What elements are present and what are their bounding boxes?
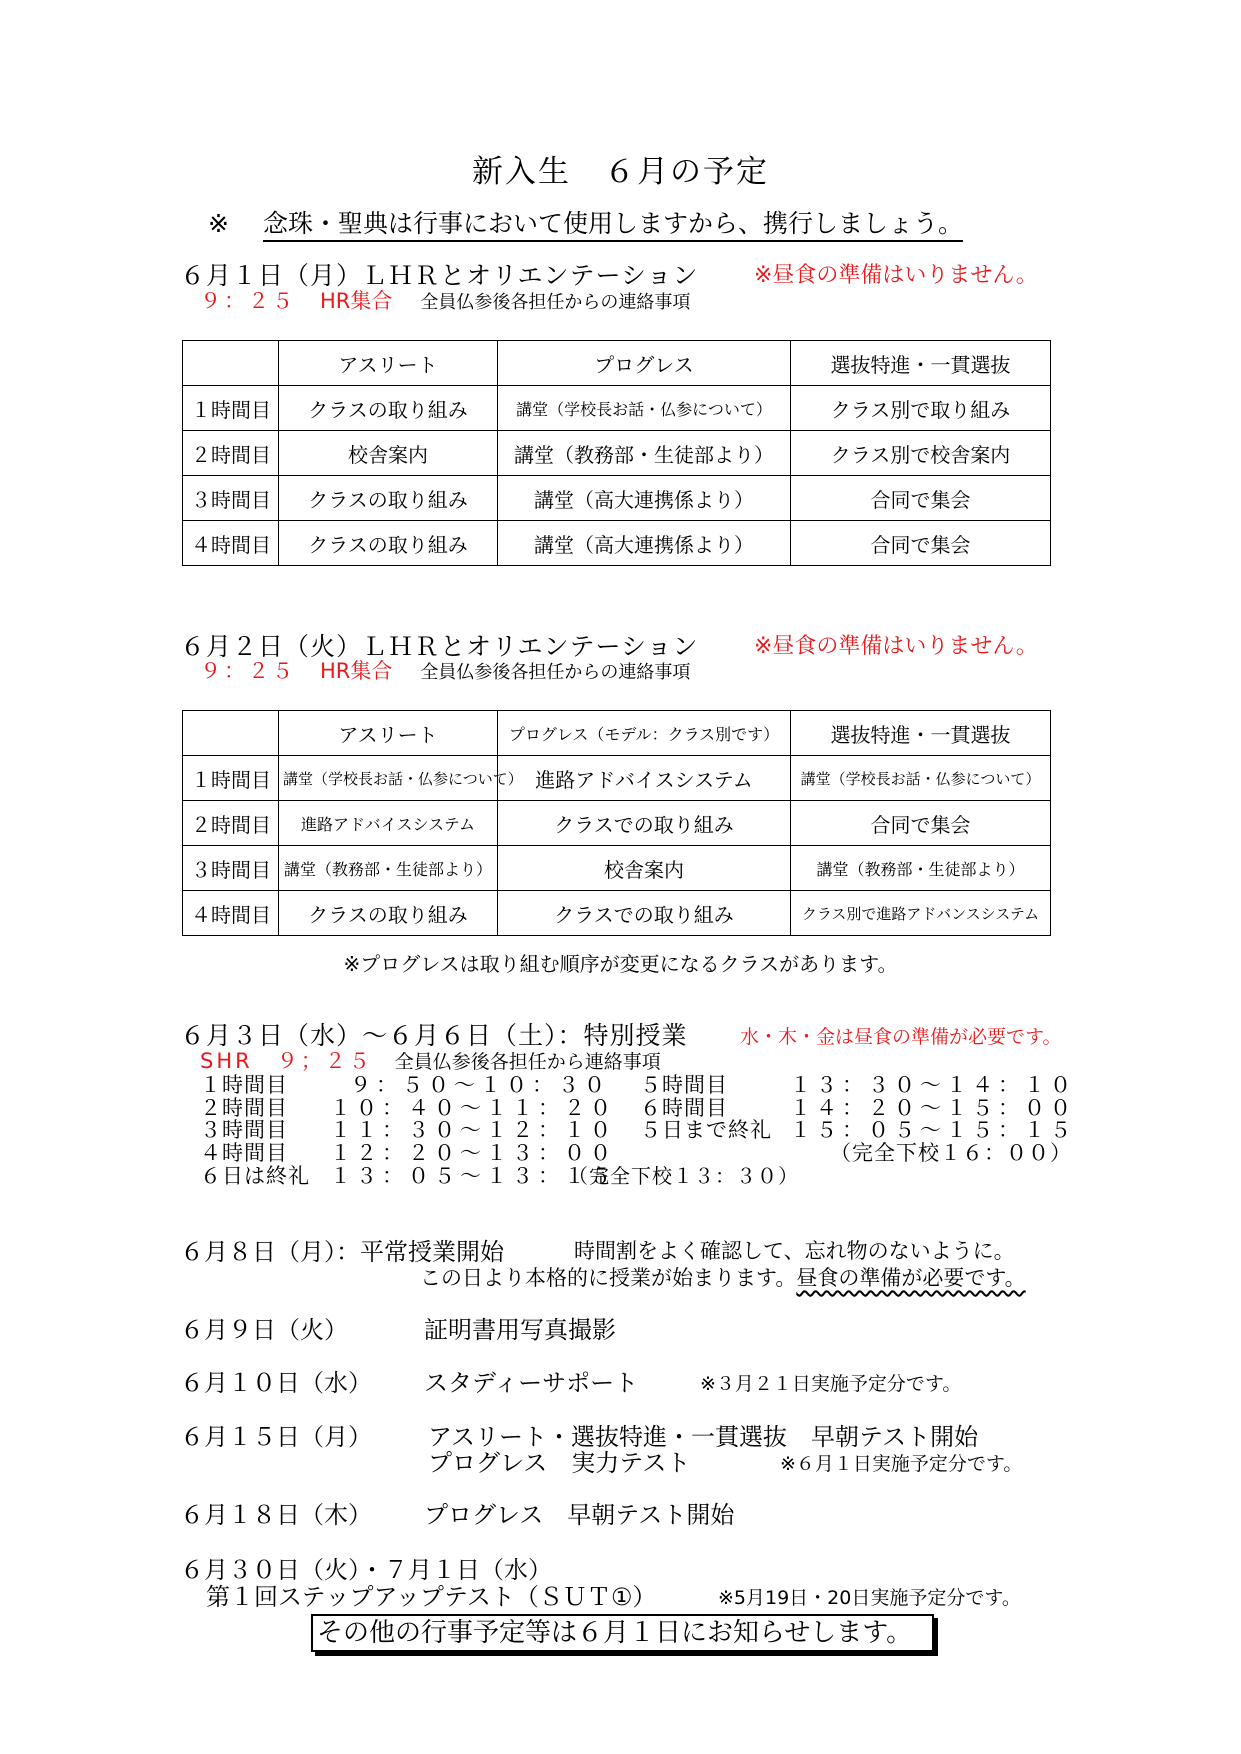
- table-cell: 合同で集会: [791, 801, 1051, 846]
- table-row: [183, 521, 1051, 566]
- header-cell: 選抜特進・一貫選抜: [791, 711, 1051, 756]
- day1-hr: HR集合: [320, 289, 393, 313]
- special-desc: 全員仏参後各担任から連絡事項: [394, 1051, 661, 1073]
- event-text: 時間割をよく確認して、忘れ物のないように。: [574, 1239, 1015, 1263]
- day1-desc: 全員仏参後各担任からの連絡事項: [420, 292, 691, 313]
- day2-heading: ６月２日（火）ＬＨＲとオリエンテーション: [180, 632, 699, 661]
- header-cell: アスリート: [279, 341, 498, 386]
- time-label: １時間目: [200, 1073, 288, 1097]
- day2-footnote: ※プログレスは取り組む順序が変更になるクラスがあります。: [343, 952, 898, 976]
- period-cell: １時間目: [183, 756, 279, 801]
- table-cell: 合同で集会: [791, 521, 1051, 566]
- notice: [208, 204, 963, 240]
- table-row: [183, 846, 1051, 891]
- event-note: ※３月２１日実施予定分です。: [700, 1373, 962, 1395]
- table-header-row: [183, 341, 1051, 386]
- table-cell: 講堂（高大連携係より）: [498, 521, 791, 566]
- day2-desc: 全員仏参後各担任からの連絡事項: [420, 662, 691, 683]
- period-cell: ２時間目: [183, 431, 279, 476]
- event-text: 証明書用写真撮影: [424, 1316, 616, 1344]
- day1-time: ９：２５: [200, 289, 296, 313]
- time-label: ４時間目: [200, 1141, 288, 1165]
- table-cell: 講堂（学校長お話・仏参について）: [791, 756, 1051, 801]
- day6-time: １３：０５～１３：１５: [330, 1164, 616, 1188]
- day6-label: ６日は終礼: [200, 1164, 310, 1188]
- event-date: ６月８日（月）：平常授業開始: [180, 1238, 504, 1266]
- table-cell: 講堂（学校長お話・仏参について）: [279, 756, 498, 801]
- time-value: １２：２０～１３：００: [330, 1141, 616, 1165]
- time-value: ９：５０～１０：３０: [350, 1073, 610, 1097]
- event-text: 第１回ステップアップテスト（ＳＵＴ①）: [206, 1583, 657, 1611]
- day1-heading: ６月１日（月）ＬＨＲとオリエンテーション: [180, 261, 699, 290]
- table-cell: クラスの取り組み: [279, 476, 498, 521]
- header-cell: [183, 711, 279, 756]
- time-value: １３：３０～１４：１０: [790, 1073, 1076, 1097]
- time-value: １０：４０～１１：２０: [330, 1096, 616, 1120]
- table-cell: クラスの取り組み: [279, 891, 498, 936]
- table-cell: 校舎案内: [279, 431, 498, 476]
- event-text-2: プログレス 実力テスト: [428, 1449, 691, 1477]
- header-cell: [183, 341, 279, 386]
- special-heading: ６月３日（水）～６月６日（土）：特別授業: [180, 1021, 688, 1050]
- table-row: [183, 476, 1051, 521]
- event-note: ※5月19日・20日実施予定分です。: [718, 1587, 1021, 1609]
- table-cell: クラスの取り組み: [279, 521, 498, 566]
- dismissal-time: （完全下校１６：００）: [830, 1141, 1072, 1165]
- event-text: プログレス 早朝テスト開始: [424, 1501, 735, 1529]
- period-cell: ３時間目: [183, 846, 279, 891]
- table-cell: 講堂（教務部・生徒部より）: [279, 846, 498, 891]
- table-cell: 講堂（教務部・生徒部より）: [498, 431, 791, 476]
- time-label: ５日まで終礼: [640, 1118, 772, 1142]
- day1-table: [182, 340, 1051, 566]
- period-cell: ４時間目: [183, 891, 279, 936]
- day1-note: ※昼食の準備はいりません。: [754, 263, 1038, 288]
- period-cell: ３時間目: [183, 476, 279, 521]
- header-cell: アスリート: [279, 711, 498, 756]
- event-text-2b: 昼食の準備が必要です。: [796, 1266, 1026, 1290]
- event-date: ６月１５日（月）: [180, 1423, 372, 1451]
- table-row: [183, 386, 1051, 431]
- event-text: スタディーサポート: [424, 1369, 639, 1397]
- event-text-2: [420, 1262, 1026, 1292]
- day2-subline: [200, 655, 690, 685]
- header-cell: 選抜特進・一貫選抜: [791, 341, 1051, 386]
- event-date: ６月３０日（火）・７月１日（水）: [180, 1556, 552, 1584]
- time-value: １４：２０～１５：００: [790, 1096, 1076, 1120]
- page-title: 新入生 ６月の予定: [472, 154, 769, 190]
- time-label: ５時間目: [640, 1073, 728, 1097]
- table-cell: クラス別で校舎案内: [791, 431, 1051, 476]
- time-value: １１：３０～１２：１０: [330, 1118, 616, 1142]
- day2-hr: HR集合: [320, 659, 393, 683]
- period-cell: ４時間目: [183, 521, 279, 566]
- day2-time: ９：２５: [200, 659, 296, 683]
- event-date: ６月９日（火）: [180, 1316, 348, 1344]
- footer-notice: その他の行事予定等は６月１日にお知らせします。: [311, 1614, 934, 1652]
- special-shr: SHR ９；２５: [200, 1049, 373, 1073]
- header-cell: プログレス（モデル：クラス別です）: [498, 711, 791, 756]
- table-cell: 合同で集会: [791, 476, 1051, 521]
- period-cell: ２時間目: [183, 801, 279, 846]
- table-cell: 進路アドバイスシステム: [279, 801, 498, 846]
- table-row: [183, 756, 1051, 801]
- special-note: 水・木・金は昼食の準備が必要です。: [740, 1026, 1062, 1048]
- notice-mark: ※: [208, 209, 229, 238]
- time-value: １５：０５～１５：１５: [790, 1118, 1076, 1142]
- table-cell: クラス別で取り組み: [791, 386, 1051, 431]
- table-cell: 講堂（学校長お話・仏参について）: [498, 386, 791, 431]
- time-label: ２時間目: [200, 1096, 288, 1120]
- time-label: ６時間目: [640, 1096, 728, 1120]
- day2-table: [182, 710, 1051, 936]
- table-cell: 講堂（高大連携係より）: [498, 476, 791, 521]
- event-note: ※６月１日実施予定分です。: [780, 1453, 1023, 1475]
- table-header-row: [183, 711, 1051, 756]
- table-cell: 進路アドバイスシステム: [498, 756, 791, 801]
- day1-subline: [200, 285, 690, 315]
- notice-text: 念珠・聖典は行事において使用しますから、携行しましょう。: [263, 209, 963, 242]
- event-date: ６月１８日（木）: [180, 1501, 372, 1529]
- event-text: アスリート・選抜特進・一貫選抜 早朝テスト開始: [428, 1423, 979, 1451]
- table-row: [183, 891, 1051, 936]
- table-cell: 講堂（教務部・生徒部より）: [791, 846, 1051, 891]
- table-row: [183, 801, 1051, 846]
- table-row: [183, 431, 1051, 476]
- day2-note: ※昼食の準備はいりません。: [754, 634, 1038, 659]
- table-cell: クラスでの取り組み: [498, 801, 791, 846]
- table-cell: 校舎案内: [498, 846, 791, 891]
- time-label: ３時間目: [200, 1118, 288, 1142]
- day6-dismissal: （完全下校１３：３０）: [568, 1164, 799, 1188]
- table-cell: クラス別で進路アドバンスシステム: [791, 891, 1051, 936]
- table-cell: クラスの取り組み: [279, 386, 498, 431]
- header-cell: プログレス: [498, 341, 791, 386]
- event-date: ６月１０日（水）: [180, 1369, 372, 1397]
- table-cell: クラスでの取り組み: [498, 891, 791, 936]
- event-text-2a: この日より本格的に授業が始まります。: [420, 1266, 797, 1290]
- period-cell: １時間目: [183, 386, 279, 431]
